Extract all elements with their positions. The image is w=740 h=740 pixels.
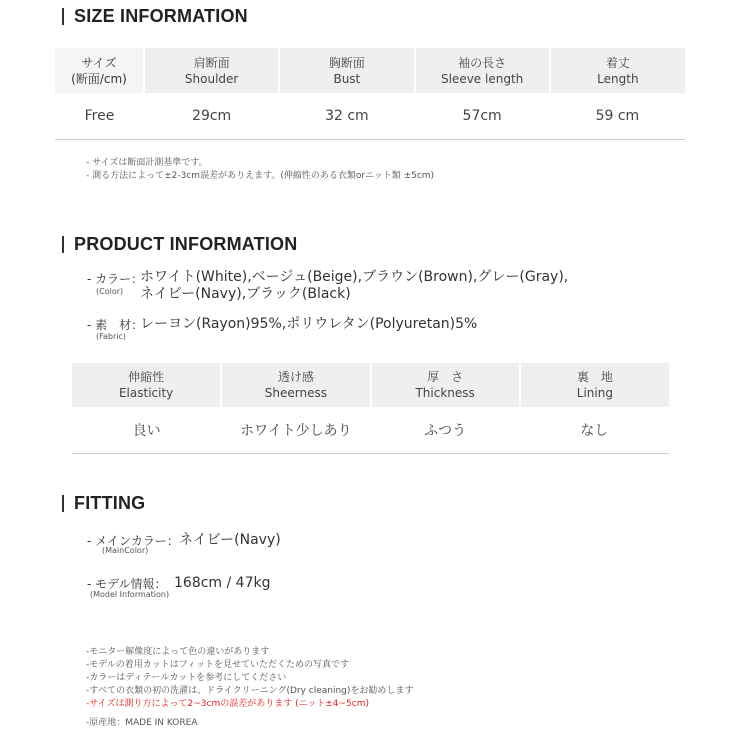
header-en: Sleeve length: [440, 71, 524, 86]
size-header-size: [55, 48, 144, 93]
fabric-value: レーヨン(Rayon)95%,ポリウレタン(Polyuretan)5%: [140, 316, 478, 332]
fabric-cell-sheerness: ホワイト少しあり: [221, 407, 370, 453]
size-header-shoulder: [144, 48, 279, 93]
size-cell-length: 59 cm: [550, 93, 685, 139]
header-jp: 伸縮性: [128, 370, 165, 384]
footer-note: -すべての衣類の初の洗濯は、ドライクリーニング(Dry cleaning)をお勧めします: [86, 686, 414, 696]
fabric-header-sheerness: [221, 363, 370, 407]
footer-note: -カラーはディテールカットを参考にしてください: [86, 673, 287, 683]
header-jp: 裏 地: [576, 370, 613, 384]
color-row: [87, 268, 647, 308]
header-jp: 透け感: [277, 370, 314, 384]
table-row: [72, 407, 669, 453]
product-information-title: [62, 234, 297, 255]
color-value-line2: ネイビー(Navy),ブラック(Black): [140, 286, 351, 302]
main-color-sub-label: (MainColor): [102, 546, 149, 555]
color-sub-label: (Color): [96, 287, 124, 296]
model-info-value: 168cm / 47kg: [174, 575, 271, 591]
color-label: - カラー：: [87, 272, 144, 286]
fabric-label: - 素 材：: [87, 318, 144, 332]
size-note: - 測る方法によって±2-3cm誤差がありえます。(伸縮性のある衣類orニット類 ±5cm): [86, 171, 435, 181]
header-en: Sheerness: [264, 386, 327, 400]
size-header-sleeve: [415, 48, 550, 93]
table-row: [55, 93, 685, 139]
header-en: Length: [597, 71, 639, 86]
header-jp: 厚 さ: [427, 370, 464, 384]
fabric-cell-lining: なし: [520, 407, 669, 453]
footer-note: -モデルの着用カットはフィットを見せていただくための写真です: [86, 660, 349, 670]
fabric-sub-label: (Fabric): [96, 332, 126, 341]
size-cell-sleeve: 57cm: [415, 93, 550, 139]
product-information-title-text: PRODUCT INFORMATION: [74, 234, 298, 254]
model-info-label: - モデル情報：: [87, 577, 167, 591]
fabric-table: [72, 363, 669, 454]
header-jp: 肩断面: [193, 55, 230, 70]
header-en: Lining: [576, 386, 613, 400]
size-information-title-text: SIZE INFORMATION: [74, 6, 248, 26]
header-jp: 袖の長さ: [458, 55, 507, 70]
origin-note: -原産地：MADE IN KOREA: [86, 718, 198, 728]
model-info-sub-label: (Model Information): [90, 590, 170, 599]
header-en: Shoulder: [184, 71, 239, 86]
main-color-label: - メインカラー：: [87, 534, 179, 548]
header-jp: サイズ: [81, 55, 117, 70]
header-jp: 着丈: [605, 55, 630, 70]
header-en: Thickness: [415, 386, 475, 400]
fabric-row: [87, 315, 647, 345]
fabric-cell-thickness: ふつう: [371, 407, 520, 453]
main-color-value: ネイビー(Navy): [179, 532, 281, 548]
header-jp: 胸断面: [328, 55, 365, 70]
header-en: (断面/cm): [71, 71, 127, 86]
model-info-row: [87, 574, 387, 604]
fabric-table-header: [72, 363, 669, 407]
size-table: [55, 48, 685, 140]
size-note: - サイズは断面計測基準です。: [86, 158, 208, 168]
title-bar: [62, 8, 64, 25]
footer-note: -モニター解像度によって色の違いがあります: [86, 647, 270, 657]
fabric-cell-elasticity: 良い: [72, 407, 221, 453]
fabric-header-lining: [520, 363, 669, 407]
fitting-title: [62, 493, 145, 514]
title-bar: [62, 236, 64, 253]
fabric-header-thickness: [371, 363, 520, 407]
color-value-line1: ホワイト(White),ベージュ(Beige),ブラウン(Brown),グレー(Gray),: [140, 269, 569, 285]
size-information-title: [62, 6, 248, 27]
size-header-bust: [279, 48, 414, 93]
fabric-header-elasticity: [72, 363, 221, 407]
size-cell-size: Free: [55, 93, 144, 139]
header-en: Elasticity: [118, 386, 174, 400]
footer-note-warning: -サイズは測り方によって2~3cmの誤差があります (ニット±4~5cm): [86, 699, 370, 709]
size-cell-shoulder: 29cm: [144, 93, 279, 139]
size-header-length: [550, 48, 685, 93]
size-cell-bust: 32 cm: [279, 93, 414, 139]
size-notes: [86, 157, 434, 183]
main-color-row: [87, 531, 387, 561]
header-en: Bust: [333, 71, 361, 86]
fitting-title-text: FITTING: [74, 493, 146, 513]
footer-notes: [86, 646, 413, 730]
title-bar: [62, 495, 64, 512]
size-table-header: [55, 48, 685, 93]
